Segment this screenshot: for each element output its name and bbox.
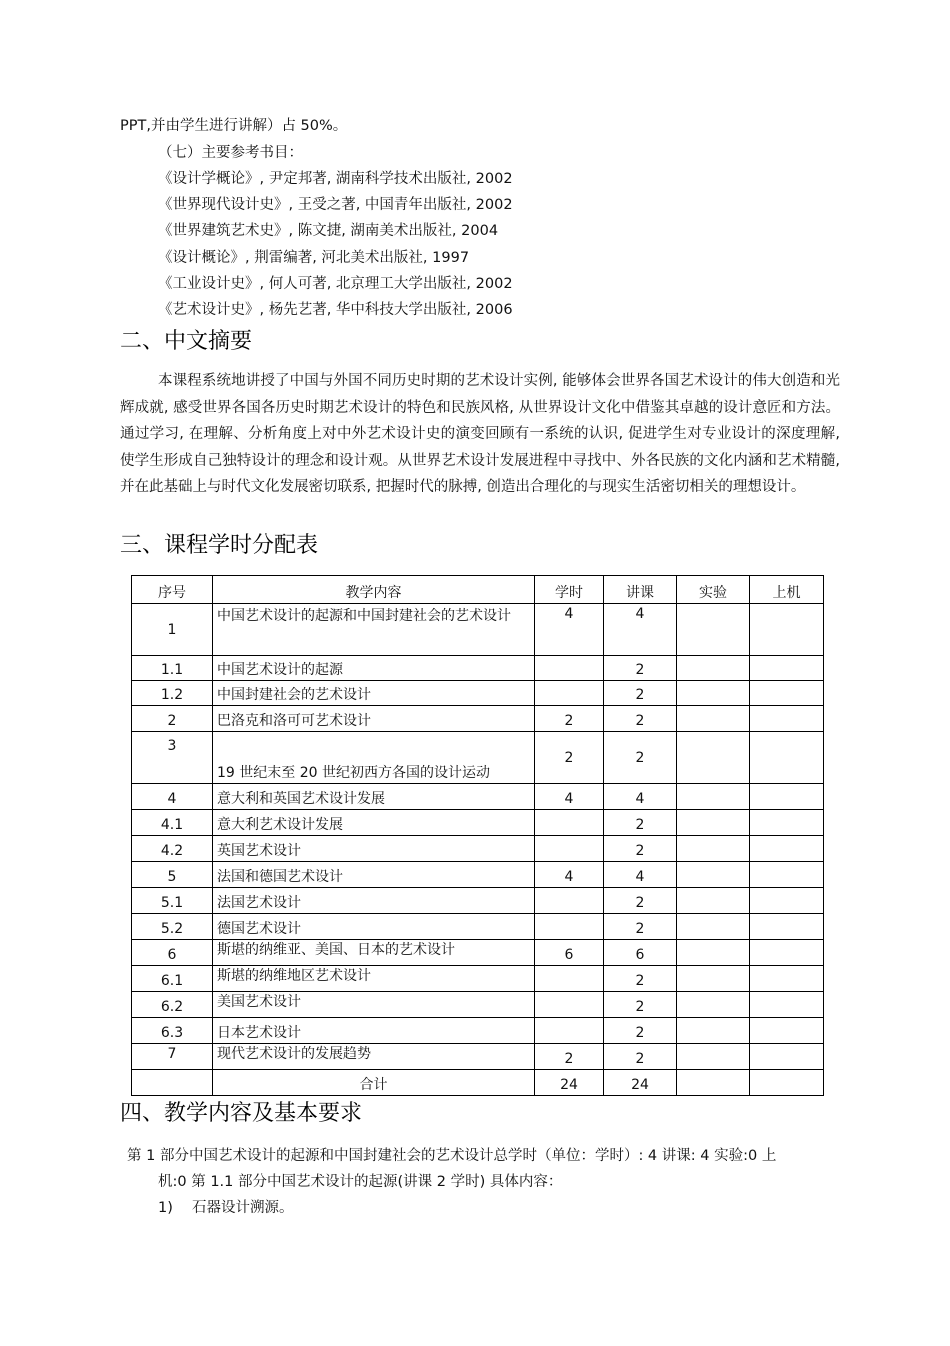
table-row bbox=[132, 992, 824, 1018]
cell-hours bbox=[535, 966, 604, 992]
cell-computer bbox=[750, 1070, 824, 1096]
cell-content: 巴洛克和洛可可艺术设计 bbox=[213, 706, 535, 732]
reference-item: 《艺术设计史》, 杨先艺著, 华中科技大学出版社, 2006 bbox=[158, 302, 513, 318]
cell-lab bbox=[677, 1018, 750, 1044]
references-heading: （七）主要参考书目： bbox=[158, 145, 303, 161]
cell-no: 6.2 bbox=[132, 992, 213, 1018]
cell-no: 3 bbox=[132, 732, 213, 784]
table-row bbox=[132, 966, 824, 992]
cell-lab bbox=[677, 810, 750, 836]
reference-item: 《世界建筑艺术史》, 陈文捷, 湖南美术出版社, 2004 bbox=[158, 223, 499, 239]
cell-hours bbox=[535, 810, 604, 836]
cell-no-empty bbox=[132, 1070, 213, 1096]
cell-no: 5.1 bbox=[132, 888, 213, 914]
table-row bbox=[132, 604, 824, 656]
cell-computer bbox=[750, 810, 824, 836]
table-row bbox=[132, 914, 824, 940]
total-hours: 24 bbox=[535, 1070, 604, 1096]
cell-no: 5 bbox=[132, 862, 213, 888]
cell-content: 意大利艺术设计发展 bbox=[213, 810, 535, 836]
cell-lab bbox=[677, 1070, 750, 1096]
cell-computer bbox=[750, 1044, 824, 1070]
cell-computer bbox=[750, 888, 824, 914]
table-row bbox=[132, 940, 824, 966]
table-row bbox=[132, 862, 824, 888]
table-row bbox=[132, 681, 824, 706]
cell-hours bbox=[535, 992, 604, 1018]
cell-hours bbox=[535, 888, 604, 914]
hours-table bbox=[131, 575, 824, 1096]
cell-content: 斯堪的纳维地区艺术设计 bbox=[213, 966, 535, 992]
table-row bbox=[132, 1044, 824, 1070]
intro-line: PPT,并由学生进行讲解）占 50%。 bbox=[120, 118, 348, 134]
cell-no: 6 bbox=[132, 940, 213, 966]
cell-computer bbox=[750, 992, 824, 1018]
cell-lecture: 2 bbox=[604, 836, 677, 862]
cell-lab bbox=[677, 888, 750, 914]
cell-hours bbox=[535, 836, 604, 862]
cell-no: 1.2 bbox=[132, 681, 213, 706]
abstract-paragraph bbox=[120, 368, 840, 501]
cell-lab bbox=[677, 784, 750, 810]
header-computer: 上机 bbox=[750, 576, 824, 604]
cell-lecture: 4 bbox=[604, 862, 677, 888]
cell-content: 德国艺术设计 bbox=[213, 914, 535, 940]
cell-hours bbox=[535, 1018, 604, 1044]
cell-no: 4 bbox=[132, 784, 213, 810]
table-row bbox=[132, 888, 824, 914]
cell-content: 美国艺术设计 bbox=[213, 992, 535, 1018]
cell-hours: 2 bbox=[535, 732, 604, 784]
cell-computer bbox=[750, 604, 824, 656]
header-no: 序号 bbox=[132, 576, 213, 604]
section-title-teaching-content: 四、教学内容及基本要求 bbox=[120, 1101, 363, 1126]
cell-lab bbox=[677, 1044, 750, 1070]
part-line-1: 第 1 部分中国艺术设计的起源和中国封建社会的艺术设计总学时（单位：学时）: 4 讲课: 4 实验:0 上 bbox=[127, 1148, 777, 1164]
cell-content: 中国封建社会的艺术设计 bbox=[213, 681, 535, 706]
cell-content: 19 世纪末至 20 世纪初西方各国的设计运动 bbox=[213, 732, 535, 784]
cell-lecture: 6 bbox=[604, 940, 677, 966]
cell-computer bbox=[750, 836, 824, 862]
cell-lecture: 4 bbox=[604, 784, 677, 810]
table-row bbox=[132, 656, 824, 681]
cell-computer bbox=[750, 966, 824, 992]
cell-lab bbox=[677, 914, 750, 940]
table-row bbox=[132, 706, 824, 732]
cell-content: 意大利和英国艺术设计发展 bbox=[213, 784, 535, 810]
cell-hours bbox=[535, 681, 604, 706]
cell-computer bbox=[750, 940, 824, 966]
cell-computer bbox=[750, 862, 824, 888]
cell-computer bbox=[750, 681, 824, 706]
cell-lab bbox=[677, 732, 750, 784]
reference-item: 《世界现代设计史》, 王受之著, 中国青年出版社, 2002 bbox=[158, 197, 513, 213]
section-title-hours-table: 三、课程学时分配表 bbox=[120, 533, 319, 558]
cell-lab bbox=[677, 604, 750, 656]
content-item-marker: 1) bbox=[158, 1200, 173, 1216]
cell-lecture: 2 bbox=[604, 992, 677, 1018]
cell-lab bbox=[677, 862, 750, 888]
cell-lab bbox=[677, 681, 750, 706]
cell-lecture: 2 bbox=[604, 1044, 677, 1070]
cell-lecture: 2 bbox=[604, 888, 677, 914]
cell-hours: 4 bbox=[535, 784, 604, 810]
content-item-text: 石器设计溯源。 bbox=[192, 1200, 294, 1216]
cell-no: 2 bbox=[132, 706, 213, 732]
cell-hours: 2 bbox=[535, 706, 604, 732]
total-label: 合计 bbox=[213, 1070, 535, 1096]
cell-content: 英国艺术设计 bbox=[213, 836, 535, 862]
cell-computer bbox=[750, 1018, 824, 1044]
cell-content: 现代艺术设计的发展趋势 bbox=[213, 1044, 535, 1070]
table-total-row bbox=[132, 1070, 824, 1096]
cell-lab bbox=[677, 836, 750, 862]
table-header-row bbox=[132, 576, 824, 604]
cell-lecture: 2 bbox=[604, 914, 677, 940]
reference-item: 《设计概论》, 荆雷编著, 河北美术出版社, 1997 bbox=[158, 250, 470, 266]
cell-lecture: 2 bbox=[604, 966, 677, 992]
cell-lab bbox=[677, 940, 750, 966]
table-row bbox=[132, 1018, 824, 1044]
header-lecture: 讲课 bbox=[604, 576, 677, 604]
cell-no: 4.1 bbox=[132, 810, 213, 836]
table-row bbox=[132, 836, 824, 862]
cell-no: 1.1 bbox=[132, 656, 213, 681]
cell-content: 日本艺术设计 bbox=[213, 1018, 535, 1044]
header-lab: 实验 bbox=[677, 576, 750, 604]
cell-lab bbox=[677, 992, 750, 1018]
section-title-abstract: 二、中文摘要 bbox=[120, 329, 253, 354]
header-hours: 学时 bbox=[535, 576, 604, 604]
cell-no: 6.1 bbox=[132, 966, 213, 992]
total-lecture: 24 bbox=[604, 1070, 677, 1096]
table-row bbox=[132, 810, 824, 836]
table-row bbox=[132, 784, 824, 810]
cell-no: 4.2 bbox=[132, 836, 213, 862]
cell-lecture: 2 bbox=[604, 732, 677, 784]
table-row bbox=[132, 732, 824, 784]
cell-lecture: 2 bbox=[604, 681, 677, 706]
cell-computer bbox=[750, 914, 824, 940]
reference-item: 《设计学概论》, 尹定邦著, 湖南科学技术出版社, 2002 bbox=[158, 171, 513, 187]
cell-lecture: 2 bbox=[604, 810, 677, 836]
cell-content: 法国和德国艺术设计 bbox=[213, 862, 535, 888]
cell-content: 法国艺术设计 bbox=[213, 888, 535, 914]
cell-lecture: 2 bbox=[604, 656, 677, 681]
cell-hours: 6 bbox=[535, 940, 604, 966]
cell-content: 中国艺术设计的起源 bbox=[213, 656, 535, 681]
cell-no: 7 bbox=[132, 1044, 213, 1070]
cell-lab bbox=[677, 966, 750, 992]
cell-content: 斯堪的纳维亚、美国、日本的艺术设计 bbox=[213, 940, 535, 966]
cell-computer bbox=[750, 732, 824, 784]
cell-computer bbox=[750, 706, 824, 732]
cell-content: 中国艺术设计的起源和中国封建社会的艺术设计 bbox=[213, 604, 535, 656]
cell-hours bbox=[535, 656, 604, 681]
cell-lab bbox=[677, 656, 750, 681]
cell-lecture: 2 bbox=[604, 1018, 677, 1044]
header-content: 教学内容 bbox=[213, 576, 535, 604]
cell-no: 6.3 bbox=[132, 1018, 213, 1044]
cell-hours bbox=[535, 914, 604, 940]
abstract-text: 本课程系统地讲授了中国与外国不同历史时期的艺术设计实例, 能够体会世界各国艺术设计的伟大创造和光辉成就, 感受世界各国各历史时期艺术设计的特色和民族风格, 从世界设计文化中借鉴其卓越的设计意匠和方法。通过学习, 在理解、分析角度上对中外艺术设计史的演变回顾有一系统的认识, 促进学生对专业设计的深度理解, 使学生形成自己独特设计的理念和设计观。从世界艺术设计发展进程中寻找中、外各民族的文化内涵和艺术精髓, 并在此基础上与时代文化发展密切联系, 把握时代的脉搏, 创造出合理化的与现实生活密切相关的理想设计。 bbox=[120, 373, 840, 496]
cell-hours: 4 bbox=[535, 862, 604, 888]
cell-no: 5.2 bbox=[132, 914, 213, 940]
cell-hours: 4 bbox=[535, 604, 604, 656]
cell-computer bbox=[750, 656, 824, 681]
part-line-2: 机:0 第 1.1 部分中国艺术设计的起源(讲课 2 学时) 具体内容： bbox=[158, 1174, 563, 1190]
cell-lab bbox=[677, 706, 750, 732]
cell-lecture: 4 bbox=[604, 604, 677, 656]
cell-computer bbox=[750, 784, 824, 810]
cell-lecture: 2 bbox=[604, 706, 677, 732]
cell-no: 1 bbox=[132, 604, 213, 656]
reference-item: 《工业设计史》, 何人可著, 北京理工大学出版社, 2002 bbox=[158, 276, 513, 292]
cell-hours: 2 bbox=[535, 1044, 604, 1070]
